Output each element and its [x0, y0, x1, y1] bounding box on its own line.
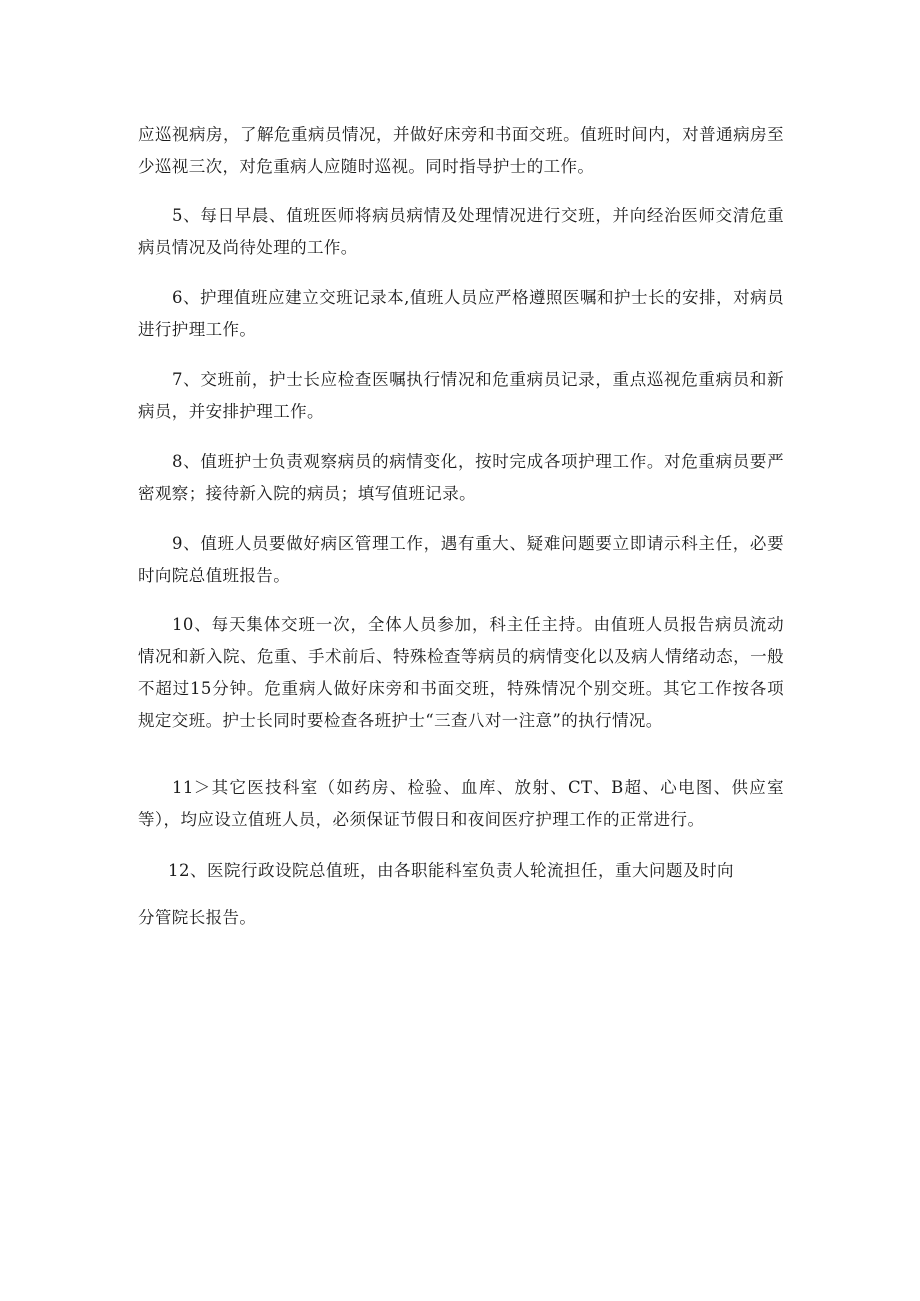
paragraph-item-9: 9、值班人员要做好病区管理工作，遇有重大、疑难问题要立即请示科主任，必要时向院总值班报告。 — [138, 534, 784, 585]
paragraph-item-5: 5、每日早晨、值班医师将病员病情及处理情况进行交班，并向经治医师交清危重病员情况及尚待处理的工作。 — [138, 206, 784, 257]
paragraph-item-6: 6、护理值班应建立交班记录本,值班人员应严格遵照医嘱和护士长的安排，对病员进行护理工作。 — [138, 288, 784, 339]
paragraph-item-12: 12、医院行政设院总值班，由各职能科室负责人轮流担任，重大问题及时向 — [168, 861, 734, 880]
paragraph-continuation: 应巡视病房，了解危重病员情况，并做好床旁和书面交班。值班时间内，对普通病房至少巡视三次，对危重病人应随时巡视。同时指导护士的工作。 — [138, 125, 784, 176]
paragraph-item-7: 7、交班前，护士长应检查医嘱执行情况和危重病员记录，重点巡视危重病员和新病员，并安排护理工作。 — [138, 370, 784, 421]
paragraph-item-11: 11＞其它医技科室（如药房、检验、血库、放射、CT、B超、心电图、供应室等），均应设立值班人员，必须保证节假日和夜间医疗护理工作的正常进行。 — [138, 778, 784, 829]
paragraph-item-12-continuation: 分管院长报告。 — [138, 908, 257, 927]
paragraph-item-10: 10、每天集体交班一次，全体人员参加，科主任主持。由值班人员报告病员流动情况和新入院、危重、手术前后、特殊检查等病员的病情变化以及病人情绪动态，一般不超过15分钟。危重病人做好床旁和书面交班，特殊情况个别交班。其它工作按各项规定交班。护士长同时要检查各班护士“三查八对一注意”的执行情况。 — [138, 615, 784, 730]
paragraph-item-8: 8、值班护士负责观察病员的病情变化，按时完成各项护理工作。对危重病员要严密观察；接待新入院的病员；填写值班记录。 — [138, 452, 784, 503]
